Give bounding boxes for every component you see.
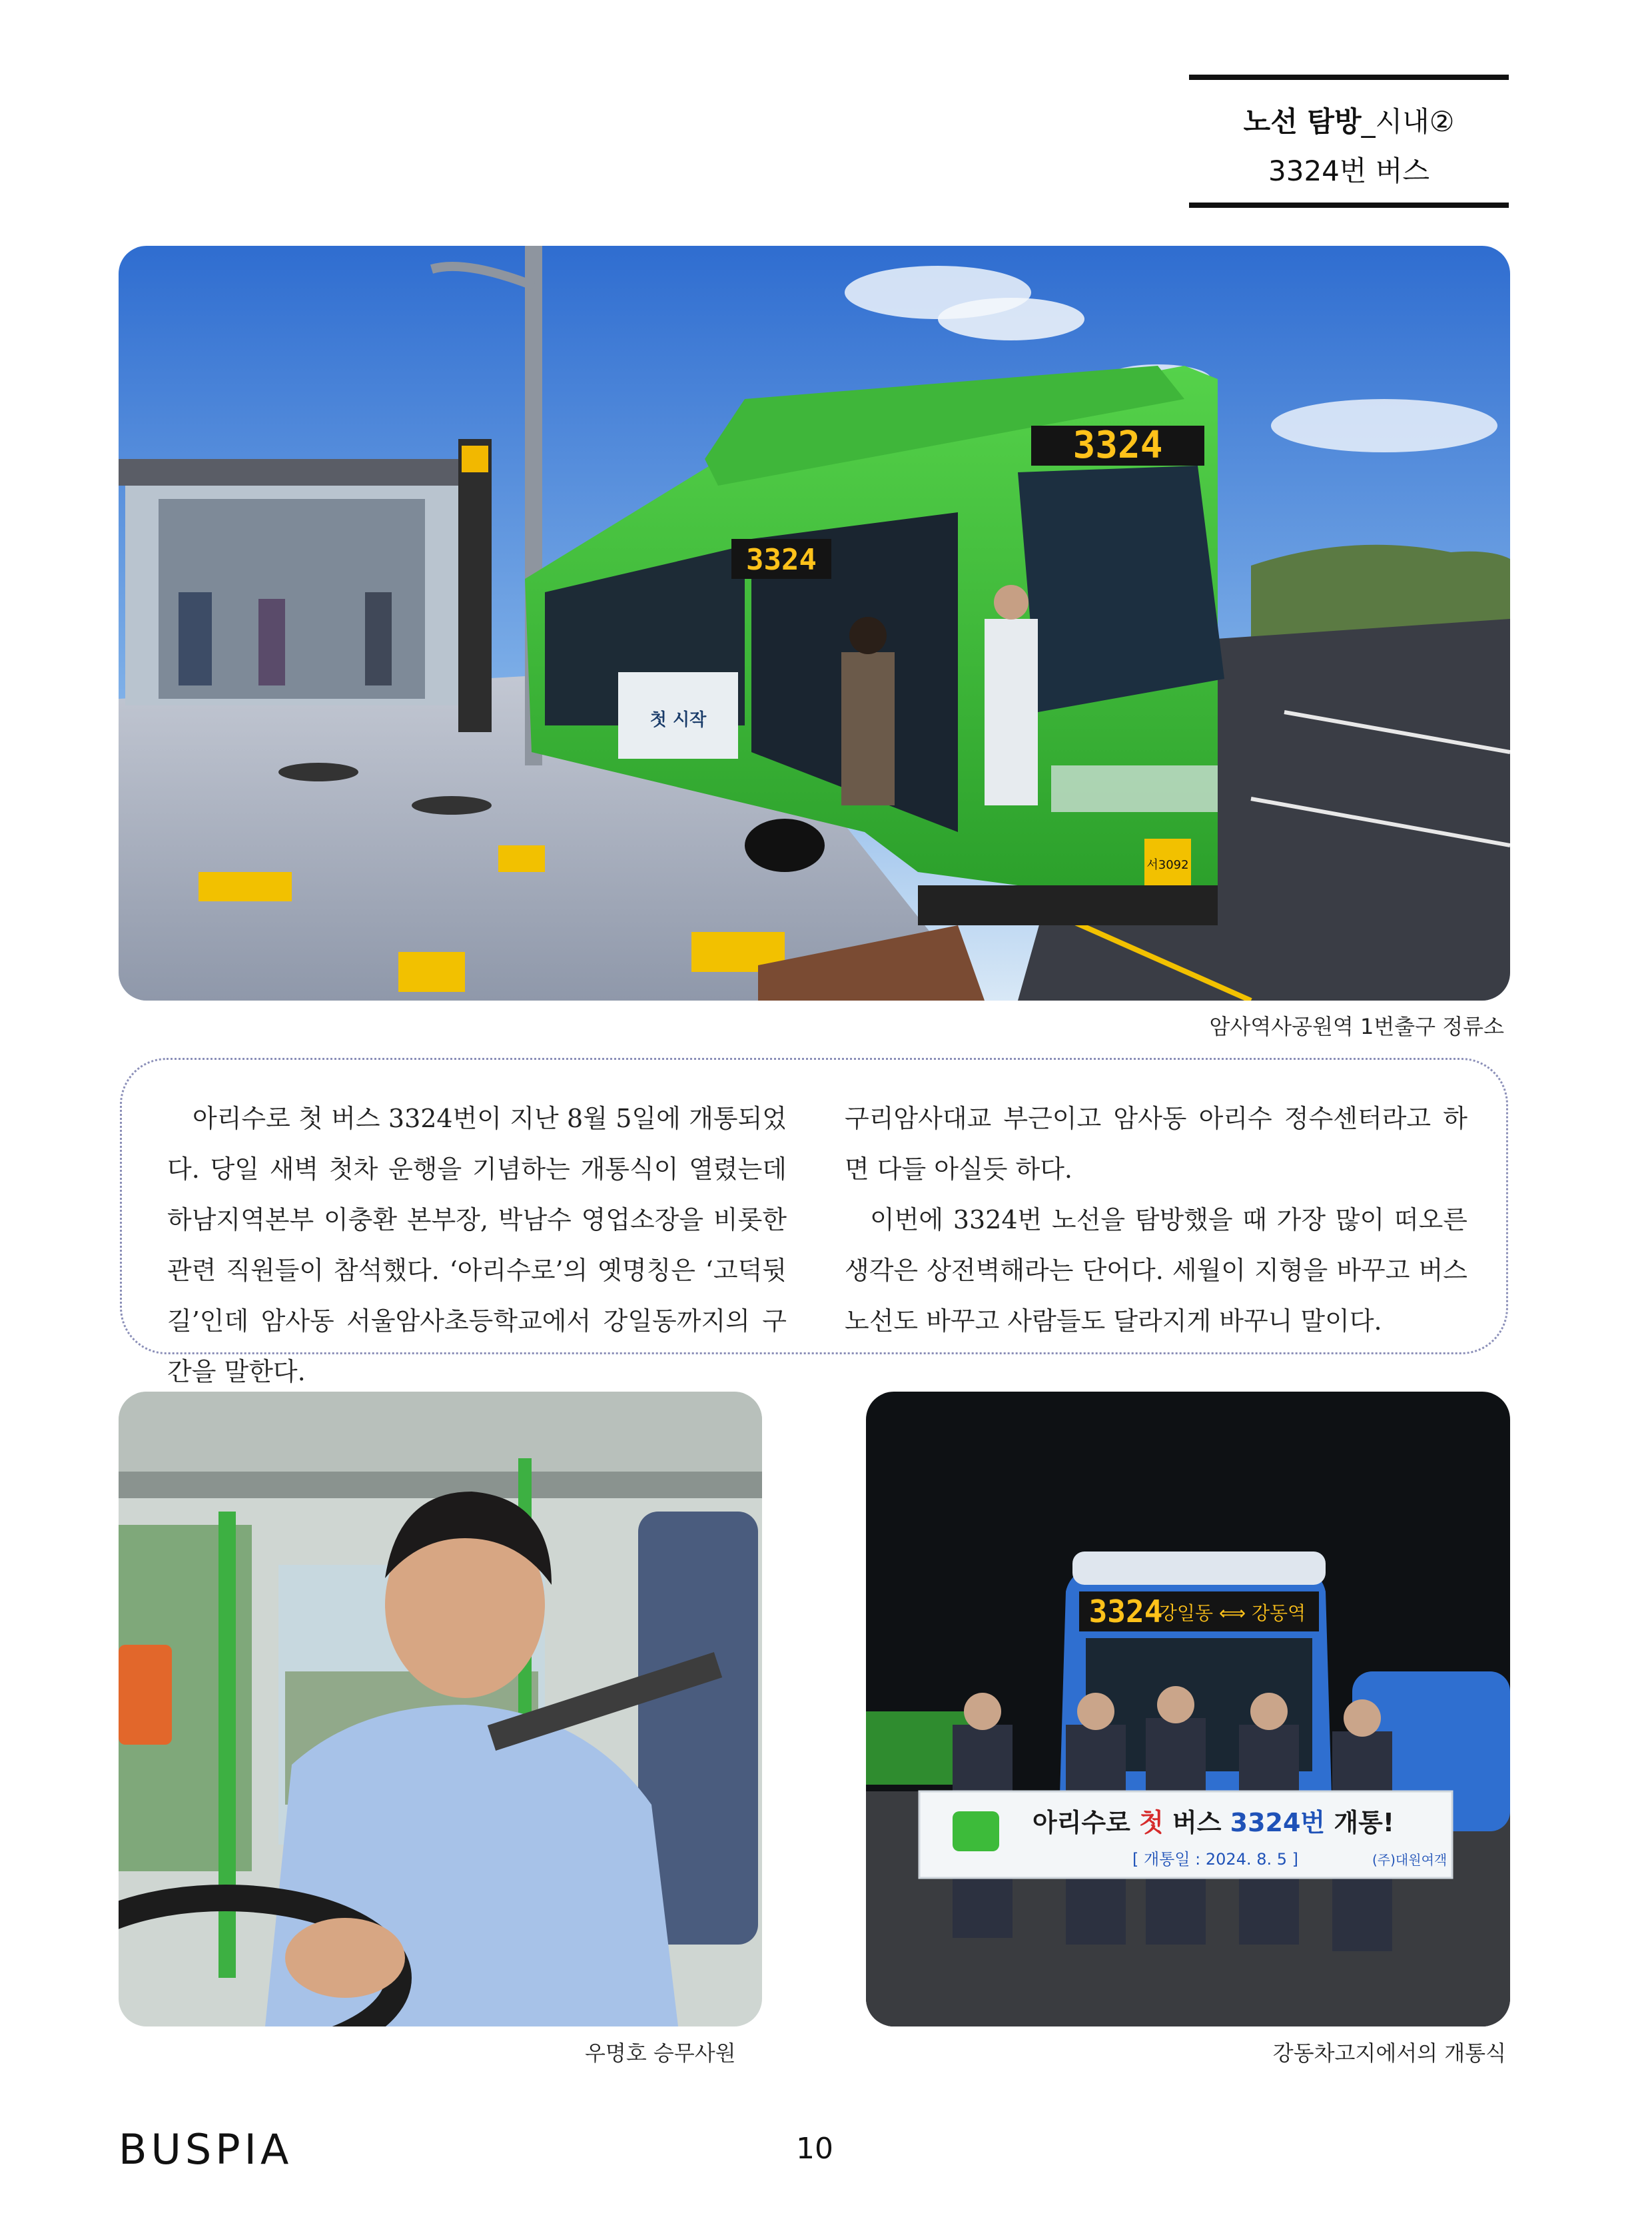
page-number: 10 [796, 2132, 833, 2166]
license-plate: 서3092 [1146, 858, 1189, 872]
ceremony-bus-route-name: 강일동 ⟺ 강동역 [1158, 1602, 1306, 1624]
article-paragraph-3: 이번에 3324번 노선을 탐방했을 때 가장 많이 떠오른 생각은 상전벽해라는 단어다. 세월이 지형을 바꾸고 버스 노선도 바꾸고 사람들도 달라지게 바꾸니 말이다. [845, 1205, 1467, 1336]
header-bottom-rule [1189, 203, 1509, 208]
section-header [1189, 75, 1509, 208]
ceremony-photo-caption: 강동차고지에서의 개통식 [1272, 2040, 1506, 2066]
buspia-logo: BUSPIA [119, 2125, 293, 2174]
article-left-column [167, 1093, 787, 1397]
banner-company: (주)대원여객 [1372, 1852, 1447, 1868]
bus-ad-text: 첫 시작 [649, 710, 707, 730]
section-title: 노선 탐방_시내② [1243, 105, 1455, 138]
front-route-display: 3324 [1072, 424, 1163, 467]
article-right-column [845, 1093, 1467, 1346]
driver-photo-caption: 우명호 승무사원 [585, 2040, 736, 2066]
main-photo-bus-stop [119, 246, 1510, 1001]
section-subtitle: 3324번 버스 [1268, 155, 1430, 187]
ceremony-photo [866, 1392, 1510, 2026]
header-top-rule [1189, 75, 1509, 80]
article-paragraph-1: 아리수로 첫 버스 3324번이 지난 8월 5일에 개통되었다. 당일 새벽 첫차 운행을 기념하는 개통식이 열렸는데 하남지역본부 이충환 본부장, 박남수 영업소장을 비롯한 관련 직원들이 참석했다. ‘아리수로’의 옛명칭은 ‘고덕뒷길’인데 암사동 서울암사초등학교에서 강일동까지의 구간을 말한다. [167, 1104, 787, 1386]
side-route-display: 3324 [746, 543, 817, 577]
article-paragraph-2: 구리암사대교 부근이고 암사동 아리수 정수센터라고 하면 다들 아실듯 하다. [845, 1104, 1467, 1184]
main-photo-caption: 암사역사공원역 1번출구 정류소 [1209, 1014, 1504, 1039]
ceremony-bus-route-number: 3324 [1088, 1593, 1163, 1629]
banner-date: [ 개통일 : 2024. 8. 5 ] [1132, 1850, 1299, 1869]
banner-title: 아리수로 첫 버스 3324번 개통! [1032, 1808, 1395, 1837]
driver-photo [119, 1392, 762, 2026]
article-box [120, 1058, 1508, 1386]
